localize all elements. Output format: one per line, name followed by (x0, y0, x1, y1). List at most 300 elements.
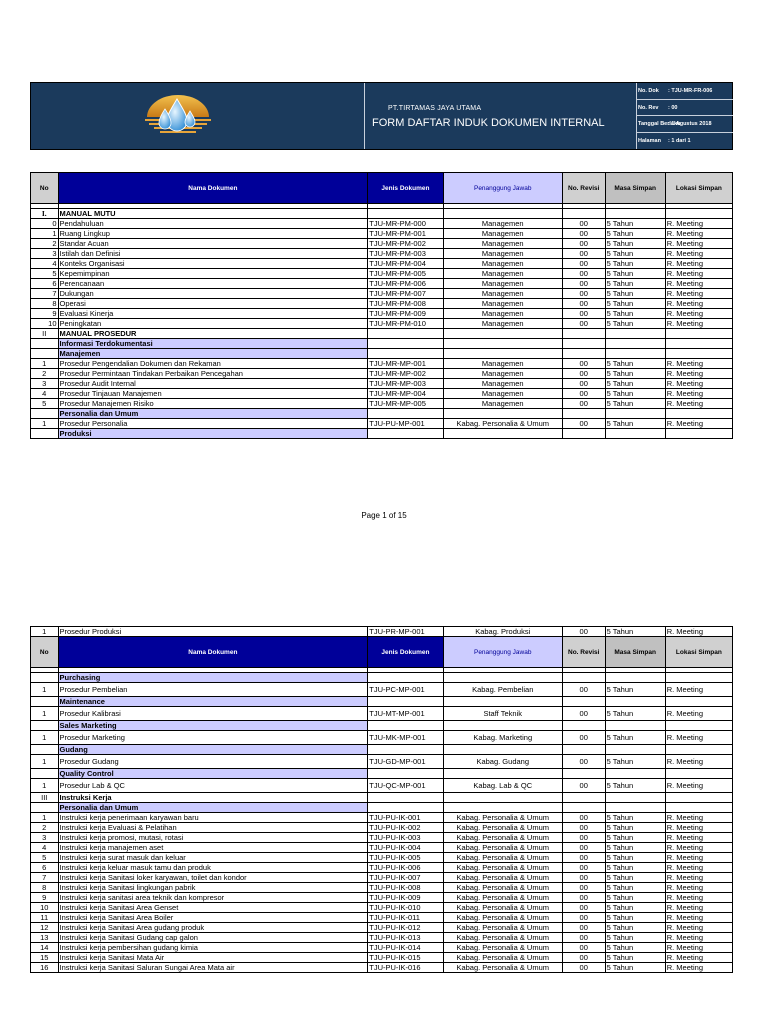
doc-name-cell: Ruang Lingkup (58, 229, 368, 239)
table-row (31, 299, 733, 309)
doc-code-cell: TJU-MR-PM-005 (368, 269, 443, 279)
doc-name-cell: Instruksi kerja sanitasi area teknik dan kompresor (58, 893, 368, 903)
personalia-rows (31, 419, 733, 429)
doc-pic-cell: Kabag. Personalia & Umum (443, 943, 562, 953)
doc-code-cell: TJU-PU-IK-012 (368, 923, 443, 933)
doc-rev-cell: 00 (562, 379, 605, 389)
doc-masa-cell: 5 Tahun (605, 913, 665, 923)
doc-rev-cell: 00 (562, 683, 605, 697)
doc-code-cell: TJU-PU-IK-003 (368, 833, 443, 843)
doc-masa-cell: 5 Tahun (605, 259, 665, 269)
doc-lokasi-cell: R. Meeting (665, 963, 732, 973)
doc-rev-cell: 00 (562, 813, 605, 823)
doc-lokasi-cell: R. Meeting (665, 903, 732, 913)
table-row (31, 269, 733, 279)
doc-lokasi-cell: R. Meeting (665, 389, 732, 399)
doc-masa-cell: 5 Tahun (605, 279, 665, 289)
doc-name-cell: Prosedur Kalibrasi (58, 707, 368, 721)
col-header-type: Jenis Dokumen (368, 173, 443, 204)
page-number: Page 1 of 15 (361, 511, 407, 520)
doc-masa-cell: 5 Tahun (605, 933, 665, 943)
doc-masa-cell: 5 Tahun (605, 309, 665, 319)
doc-rev-cell: 00 (562, 219, 605, 229)
doc-lokasi-cell: R. Meeting (665, 419, 732, 429)
section-row (31, 793, 733, 803)
meta-key: Tanggal Berlaku (638, 121, 681, 127)
meta-row-doc-no (636, 83, 733, 100)
table-row (31, 823, 733, 833)
doc-lokasi-cell: R. Meeting (665, 289, 732, 299)
doc-rev-cell: 00 (562, 883, 605, 893)
doc-no-cell: 5 (31, 399, 59, 409)
doc-lokasi-cell: R. Meeting (665, 229, 732, 239)
subsection-row (31, 769, 733, 779)
doc-pic-cell: Kabag. Personalia & Umum (443, 843, 562, 853)
doc-lokasi-cell: R. Meeting (665, 943, 732, 953)
col-header-name: Nama Dokumen (58, 637, 368, 668)
table-row (31, 399, 733, 409)
doc-name-cell: Perencanaan (58, 279, 368, 289)
doc-rev-cell: 00 (562, 279, 605, 289)
table-row (31, 359, 733, 369)
doc-masa-cell: 5 Tahun (605, 269, 665, 279)
doc-name-cell: Instruksi kerja Sanitasi Area Boiler (58, 913, 368, 923)
doc-no-cell: 2 (31, 239, 59, 249)
table-row (31, 707, 733, 721)
doc-no-cell: 10 (31, 319, 59, 329)
doc-lokasi-cell: R. Meeting (665, 913, 732, 923)
doc-code-cell: TJU-GD-MP-001 (368, 755, 443, 769)
doc-code-cell: TJU-MR-MP-004 (368, 389, 443, 399)
doc-pic-cell: Managemen (443, 299, 562, 309)
doc-pic-cell: Managemen (443, 389, 562, 399)
doc-pic-cell: Managemen (443, 379, 562, 389)
doc-pic-cell: Kabag. Personalia & Umum (443, 833, 562, 843)
table-row (31, 309, 733, 319)
doc-masa-cell: 5 Tahun (605, 813, 665, 823)
doc-pic-cell: Managemen (443, 229, 562, 239)
table-row (31, 913, 733, 923)
doc-rev-cell: 00 (562, 289, 605, 299)
doc-rev-cell: 00 (562, 229, 605, 239)
table-header-row (31, 637, 733, 668)
table-row (31, 319, 733, 329)
subsection-row (31, 673, 733, 683)
doc-pic-cell: Kabag. Marketing (443, 731, 562, 745)
doc-masa-cell: 5 Tahun (605, 369, 665, 379)
doc-rev-cell: 00 (562, 419, 605, 429)
doc-lokasi-cell: R. Meeting (665, 369, 732, 379)
meta-row-date (636, 116, 733, 133)
table-row (31, 853, 733, 863)
doc-lokasi-cell: R. Meeting (665, 893, 732, 903)
doc-no-cell: 16 (31, 963, 59, 973)
col-header-lokasi: Lokasi Simpan (665, 173, 732, 204)
doc-code-cell: TJU-PU-IK-011 (368, 913, 443, 923)
doc-rev-cell: 00 (562, 249, 605, 259)
doc-code-cell: TJU-MR-PM-002 (368, 239, 443, 249)
doc-masa-cell: 5 Tahun (605, 219, 665, 229)
doc-no-cell: 10 (31, 903, 59, 913)
doc-rev-cell: 00 (562, 731, 605, 745)
doc-lokasi-cell: R. Meeting (665, 319, 732, 329)
doc-lokasi-cell: R. Meeting (665, 823, 732, 833)
doc-name-cell: Instruksi kerja Sanitasi Gudang cap galon (58, 933, 368, 943)
doc-lokasi-cell: R. Meeting (665, 239, 732, 249)
doc-pic-cell: Staff Teknik (443, 707, 562, 721)
doc-lokasi-cell: R. Meeting (665, 269, 732, 279)
doc-rev-cell: 00 (562, 873, 605, 883)
logo-cell (31, 83, 365, 149)
doc-masa-cell: 5 Tahun (605, 943, 665, 953)
doc-masa-cell: 5 Tahun (605, 779, 665, 793)
doc-masa-cell: 5 Tahun (605, 627, 665, 637)
table-row (31, 683, 733, 697)
meta-key: No. Dok (638, 88, 659, 94)
title-cell (364, 83, 637, 149)
meta-row-page (636, 133, 733, 150)
doc-masa-cell: 5 Tahun (605, 903, 665, 913)
doc-name-cell: Prosedur Personalia (58, 419, 368, 429)
doc-rev-cell: 00 (562, 259, 605, 269)
subsection-row (31, 429, 733, 439)
doc-code-cell: TJU-MR-PM-003 (368, 249, 443, 259)
doc-rev-cell: 00 (562, 963, 605, 973)
doc-name-cell: Istilah dan Definisi (58, 249, 368, 259)
doc-code-cell: TJU-PU-MP-001 (368, 419, 443, 429)
section-number: III (31, 793, 59, 803)
doc-no-cell: 14 (31, 943, 59, 953)
doc-name-cell: Konteks Organisasi (58, 259, 368, 269)
section-number: II (31, 329, 59, 339)
doc-name-cell: Instruksi kerja keluar masuk tamu dan produk (58, 863, 368, 873)
doc-masa-cell: 5 Tahun (605, 833, 665, 843)
doc-masa-cell: 5 Tahun (605, 289, 665, 299)
doc-code-cell: TJU-MR-MP-005 (368, 399, 443, 409)
doc-rev-cell: 00 (562, 833, 605, 843)
doc-pic-cell: Kabag. Personalia & Umum (443, 893, 562, 903)
document-meta (636, 83, 733, 149)
meta-key: Halaman (638, 137, 661, 144)
doc-lokasi-cell: R. Meeting (665, 359, 732, 369)
doc-no-cell: 0 (31, 219, 59, 229)
doc-name-cell: Pendahuluan (58, 219, 368, 229)
table-row (31, 779, 733, 793)
doc-no-cell: 13 (31, 933, 59, 943)
doc-name-cell: Instruksi kerja Sanitasi Saluran Sungai Area Mata air (58, 963, 368, 973)
doc-name-cell: Prosedur Manajemen Risiko (58, 399, 368, 409)
doc-lokasi-cell: R. Meeting (665, 755, 732, 769)
doc-no-cell: 15 (31, 953, 59, 963)
subsection-title: Sales Marketing (58, 721, 368, 731)
doc-code-cell: TJU-MR-PM-010 (368, 319, 443, 329)
doc-rev-cell: 00 (562, 903, 605, 913)
table-row (31, 379, 733, 389)
doc-lokasi-cell: R. Meeting (665, 923, 732, 933)
doc-lokasi-cell: R. Meeting (665, 833, 732, 843)
document-table-page-1 (30, 172, 733, 439)
table-row (31, 903, 733, 913)
doc-masa-cell: 5 Tahun (605, 229, 665, 239)
doc-rev-cell: 00 (562, 863, 605, 873)
col-header-pic: Penanggung Jawab (443, 173, 562, 204)
doc-no-cell: 2 (31, 369, 59, 379)
doc-no-cell: 6 (31, 863, 59, 873)
subsection-title: Personalia dan Umum (58, 409, 368, 419)
doc-code-cell: TJU-PU-IK-009 (368, 893, 443, 903)
doc-name-cell: Instruksi kerja manajemen aset (58, 843, 368, 853)
doc-name-cell: Prosedur Tinjauan Manajemen (58, 389, 368, 399)
table-row (31, 883, 733, 893)
doc-no-cell: 4 (31, 389, 59, 399)
section-title: Instruksi Kerja (58, 793, 368, 803)
doc-no-cell: 1 (31, 627, 59, 637)
table-row (31, 259, 733, 269)
meta-key: No. Rev (638, 104, 659, 111)
doc-pic-cell: Kabag. Personalia & Umum (443, 853, 562, 863)
doc-code-cell: TJU-PU-IK-014 (368, 943, 443, 953)
doc-masa-cell: 5 Tahun (605, 873, 665, 883)
doc-no-cell: 5 (31, 269, 59, 279)
doc-lokasi-cell: R. Meeting (665, 863, 732, 873)
section-title: MANUAL MUTU (58, 209, 368, 219)
instruksi-kerja-rows (31, 813, 733, 973)
col-header-lokasi: Lokasi Simpan (665, 637, 732, 668)
doc-pic-cell: Managemen (443, 289, 562, 299)
doc-lokasi-cell: R. Meeting (665, 953, 732, 963)
doc-lokasi-cell: R. Meeting (665, 249, 732, 259)
table-row (31, 755, 733, 769)
doc-no-cell: 8 (31, 883, 59, 893)
subsection-row (31, 339, 733, 349)
section-row (31, 329, 733, 339)
doc-name-cell: Instruksi kerja Evaluasi & Pelatihan (58, 823, 368, 833)
form-title: FORM DAFTAR INDUK DOKUMEN INTERNAL (372, 117, 605, 129)
doc-rev-cell: 00 (562, 299, 605, 309)
table-row (31, 873, 733, 883)
table-row (31, 863, 733, 873)
doc-rev-cell: 00 (562, 239, 605, 249)
table-row (31, 893, 733, 903)
doc-name-cell: Instruksi kerja pembersihan gudang kimia (58, 943, 368, 953)
doc-pic-cell: Kabag. Gudang (443, 755, 562, 769)
table-row (31, 833, 733, 843)
doc-lokasi-cell: R. Meeting (665, 309, 732, 319)
subsection-title: Maintenance (58, 697, 368, 707)
table-header-row (31, 173, 733, 204)
doc-masa-cell: 5 Tahun (605, 239, 665, 249)
col-header-masa: Masa Simpan (605, 173, 665, 204)
doc-name-cell: Instruksi kerja promosi, mutasi, rotasi (58, 833, 368, 843)
doc-no-cell: 8 (31, 299, 59, 309)
doc-masa-cell: 5 Tahun (605, 359, 665, 369)
doc-no-cell: 1 (31, 229, 59, 239)
document-table-page-2 (30, 626, 733, 973)
company-name: PT.TIRTAMAS JAYA UTAMA (388, 105, 482, 112)
doc-masa-cell: 5 Tahun (605, 731, 665, 745)
doc-pic-cell: Kabag. Personalia & Umum (443, 913, 562, 923)
table-row (31, 731, 733, 745)
doc-pic-cell: Kabag. Lab & QC (443, 779, 562, 793)
doc-code-cell: TJU-MR-MP-002 (368, 369, 443, 379)
doc-code-cell: TJU-MR-PM-008 (368, 299, 443, 309)
doc-pic-cell: Managemen (443, 279, 562, 289)
doc-masa-cell: 5 Tahun (605, 379, 665, 389)
doc-masa-cell: 5 Tahun (605, 389, 665, 399)
doc-code-cell: TJU-PU-IK-015 (368, 953, 443, 963)
table-row (31, 419, 733, 429)
doc-masa-cell: 5 Tahun (605, 399, 665, 409)
doc-pic-cell: Managemen (443, 369, 562, 379)
doc-no-cell: 5 (31, 853, 59, 863)
table-row (31, 963, 733, 973)
doc-lokasi-cell: R. Meeting (665, 683, 732, 697)
doc-pic-cell: Kabag. Personalia & Umum (443, 953, 562, 963)
doc-pic-cell: Managemen (443, 269, 562, 279)
doc-name-cell: Standar Acuan (58, 239, 368, 249)
doc-masa-cell: 5 Tahun (605, 707, 665, 721)
doc-lokasi-cell: R. Meeting (665, 883, 732, 893)
doc-name-cell: Instruksi kerja Sanitasi Area Genset (58, 903, 368, 913)
doc-masa-cell: 5 Tahun (605, 883, 665, 893)
procedure-groups (31, 668, 733, 793)
doc-pic-cell: Managemen (443, 249, 562, 259)
doc-name-cell: Instruksi kerja Sanitasi lingkungan pabrik (58, 883, 368, 893)
doc-no-cell: 1 (31, 731, 59, 745)
doc-name-cell: Prosedur Lab & QC (58, 779, 368, 793)
doc-no-cell: 3 (31, 379, 59, 389)
subsection-title: Gudang (58, 745, 368, 755)
carryover-rows (31, 627, 733, 637)
table-row (31, 239, 733, 249)
doc-pic-cell: Kabag. Personalia & Umum (443, 863, 562, 873)
doc-name-cell: Instruksi kerja Sanitasi loker karyawan, toilet dan kondor (58, 873, 368, 883)
doc-code-cell: TJU-MR-PM-004 (368, 259, 443, 269)
doc-name-cell: Evaluasi Kinerja (58, 309, 368, 319)
doc-code-cell: TJU-PU-IK-001 (368, 813, 443, 823)
doc-rev-cell: 00 (562, 943, 605, 953)
subsection-row (31, 697, 733, 707)
manual-mutu-rows (31, 219, 733, 329)
document-header (30, 82, 733, 150)
meta-value: : 1 Agustus 2018 (668, 121, 712, 127)
doc-name-cell: Peningkatan (58, 319, 368, 329)
meta-value: : 00 (668, 104, 678, 111)
doc-pic-cell: Kabag. Personalia & Umum (443, 883, 562, 893)
doc-no-cell: 3 (31, 249, 59, 259)
doc-pic-cell: Kabag. Personalia & Umum (443, 903, 562, 913)
doc-rev-cell: 00 (562, 389, 605, 399)
table-row (31, 249, 733, 259)
table-row (31, 953, 733, 963)
doc-rev-cell: 00 (562, 369, 605, 379)
doc-code-cell: TJU-MT-MP-001 (368, 707, 443, 721)
doc-code-cell: TJU-MR-PM-006 (368, 279, 443, 289)
doc-code-cell: TJU-PU-IK-016 (368, 963, 443, 973)
doc-lokasi-cell: R. Meeting (665, 813, 732, 823)
doc-pic-cell: Managemen (443, 259, 562, 269)
doc-pic-cell: Managemen (443, 319, 562, 329)
subsection-title: Informasi Terdokumentasi (58, 339, 368, 349)
doc-no-cell: 1 (31, 755, 59, 769)
doc-rev-cell: 00 (562, 269, 605, 279)
doc-pic-cell: Managemen (443, 219, 562, 229)
table-row (31, 229, 733, 239)
doc-name-cell: Instruksi kerja penerimaan karyawan baru (58, 813, 368, 823)
doc-rev-cell: 00 (562, 707, 605, 721)
col-header-rev: No. Revisi (562, 173, 605, 204)
col-header-masa: Masa Simpan (605, 637, 665, 668)
doc-code-cell: TJU-PU-IK-002 (368, 823, 443, 833)
doc-lokasi-cell: R. Meeting (665, 779, 732, 793)
doc-masa-cell: 5 Tahun (605, 843, 665, 853)
doc-pic-cell: Kabag. Personalia & Umum (443, 419, 562, 429)
table-row (31, 219, 733, 229)
doc-code-cell: TJU-PU-IK-010 (368, 903, 443, 913)
doc-masa-cell: 5 Tahun (605, 683, 665, 697)
doc-masa-cell: 5 Tahun (605, 823, 665, 833)
col-header-rev: No. Revisi (562, 637, 605, 668)
table-row (31, 369, 733, 379)
doc-lokasi-cell: R. Meeting (665, 399, 732, 409)
doc-pic-cell: Managemen (443, 399, 562, 409)
meta-value: : 1 dari 1 (668, 137, 691, 144)
doc-masa-cell: 5 Tahun (605, 419, 665, 429)
doc-pic-cell: Kabag. Personalia & Umum (443, 963, 562, 973)
doc-rev-cell: 00 (562, 843, 605, 853)
manajemen-rows (31, 359, 733, 409)
doc-rev-cell: 00 (562, 319, 605, 329)
doc-code-cell: TJU-PU-IK-007 (368, 873, 443, 883)
doc-code-cell: TJU-MK-MP-001 (368, 731, 443, 745)
doc-rev-cell: 00 (562, 779, 605, 793)
doc-code-cell: TJU-MR-PM-009 (368, 309, 443, 319)
table-row (31, 389, 733, 399)
doc-lokasi-cell: R. Meeting (665, 853, 732, 863)
doc-code-cell: TJU-PR-MP-001 (368, 627, 443, 637)
doc-lokasi-cell: R. Meeting (665, 379, 732, 389)
doc-lokasi-cell: R. Meeting (665, 219, 732, 229)
doc-no-cell: 1 (31, 707, 59, 721)
table-row (31, 943, 733, 953)
section-number: I. (31, 209, 59, 219)
doc-no-cell: 4 (31, 259, 59, 269)
doc-rev-cell: 00 (562, 933, 605, 943)
doc-pic-cell: Kabag. Personalia & Umum (443, 823, 562, 833)
doc-masa-cell: 5 Tahun (605, 299, 665, 309)
table-row (31, 843, 733, 853)
doc-no-cell: 12 (31, 923, 59, 933)
doc-code-cell: TJU-MR-MP-001 (368, 359, 443, 369)
col-header-type: Jenis Dokumen (368, 637, 443, 668)
doc-no-cell: 6 (31, 279, 59, 289)
doc-name-cell: Operasi (58, 299, 368, 309)
doc-lokasi-cell: R. Meeting (665, 843, 732, 853)
doc-no-cell: 9 (31, 893, 59, 903)
doc-code-cell: TJU-MR-PM-000 (368, 219, 443, 229)
doc-code-cell: TJU-QC-MP-001 (368, 779, 443, 793)
doc-pic-cell: Managemen (443, 309, 562, 319)
col-header-no: No (31, 637, 59, 668)
meta-value: : TJU-MR-FR-006 (668, 88, 713, 94)
table-row (31, 289, 733, 299)
table-row (31, 813, 733, 823)
doc-code-cell: TJU-PU-IK-005 (368, 853, 443, 863)
doc-masa-cell: 5 Tahun (605, 863, 665, 873)
doc-code-cell: TJU-PU-IK-008 (368, 883, 443, 893)
doc-masa-cell: 5 Tahun (605, 853, 665, 863)
doc-name-cell: Prosedur Audit Internal (58, 379, 368, 389)
